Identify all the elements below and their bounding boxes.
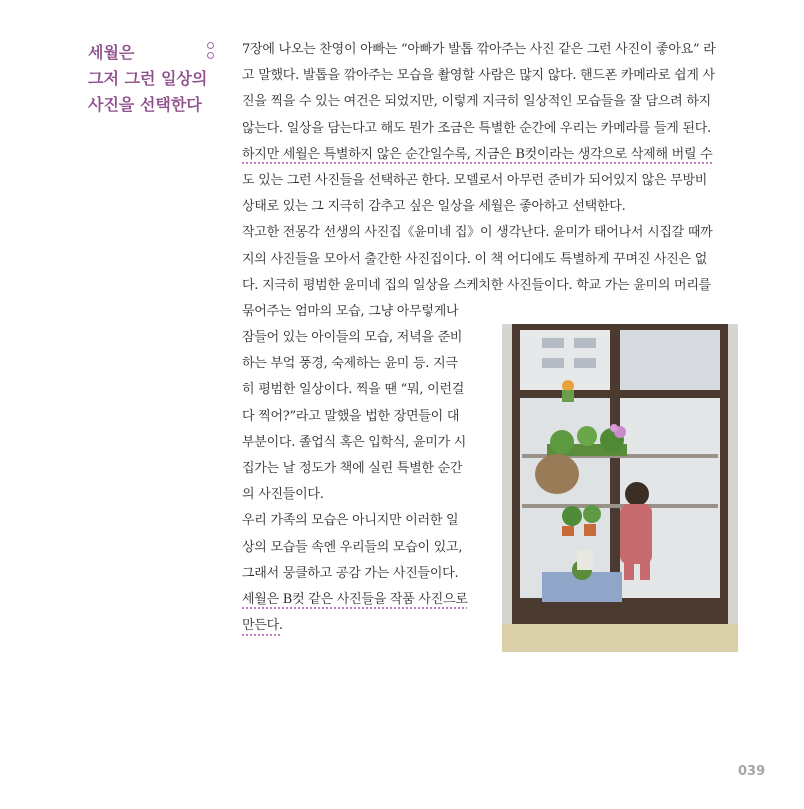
page-number: 039 — [738, 764, 766, 779]
paragraph-line: 도 있는 그런 사진들을 선택하곤 한다. 모델로서 아무런 준비가 되어있지 않은 무방비 — [242, 172, 708, 188]
paragraph-line: 고 말했다. 발톱을 깎아주는 모습을 촬영할 사람은 많지 않다. 핸드폰 카메라로 쉽게 사 — [242, 68, 715, 84]
paragraph-line: 잠들어 있는 아이들의 모습, 저녁을 준비 — [242, 330, 463, 346]
paragraph-line: 우리 가족의 모습은 아니지만 이러한 일 — [242, 513, 459, 529]
paragraph-line: 않는다. 일상을 담는다고 해도 뭔가 조금은 특별한 순간에 우리는 카메라를 들게 된다. — [242, 120, 711, 136]
paragraph-line: 7장에 나오는 찬영이 아빠는 “아빠가 발톱 깎아주는 사진 같은 그런 사진이 좋아요” 라 — [242, 42, 716, 57]
paragraph-line: 진을 찍을 수 있는 여건은 되었지만, 이렇게 지극히 일상적인 모습들을 잘 담으려 하지 — [242, 94, 711, 110]
paragraph-line: 히 평범한 일상이다. 찍을 땐 “뭐, 이런걸 — [242, 382, 465, 398]
paragraph-line: 묶어주는 엄마의 모습, 그냥 아무렇게나 — [242, 303, 459, 319]
heading-line-3: 사진을 선택한다 — [88, 95, 202, 114]
paragraph-line: 상의 모습들 속엔 우리들의 모습이 있고, — [242, 539, 463, 555]
paragraph-line: 부분이다. 졸업식 혹은 입학식, 윤미가 시 — [242, 434, 467, 450]
paragraph-line: 상태로 있는 그 지극히 감추고 싶은 일상을 세월은 좋아하고 선택한다. — [242, 199, 626, 215]
paragraph-line: 의 사진들이다. — [242, 487, 324, 503]
section-heading — [88, 40, 218, 118]
paragraph-line: 작고한 전몽각 선생의 사진집《윤미네 집》이 생각난다. 윤미가 태어나서 시집갈 때까 — [242, 225, 713, 241]
paragraph-line: 지의 사진들을 모아서 출간한 사진집이다. 이 책 어디에도 특별하게 꾸며진 사진은 없 — [242, 251, 708, 267]
paragraph-line-underlined: 하지만 세월은 특별하지 않은 순간일수록, 지금은 B컷이라는 생각으로 삭제해 버릴 수 — [242, 146, 713, 162]
paragraph-line: 다. 지극히 평범한 윤미네 집의 일상을 스케치한 사진들이다. 학교 가는 윤미의 머리를 — [242, 277, 711, 293]
paragraph-line: 집가는 날 정도가 책에 실린 특별한 순간 — [242, 461, 463, 476]
heading-line-1: 세월은 — [88, 43, 135, 62]
paragraph-line: 하는 부엌 풍경, 숙제하는 윤미 등. 지극 — [242, 356, 458, 372]
photo-child-by-window — [502, 324, 738, 652]
paragraph-line-underlined: 세월은 B컷 같은 사진들을 작품 사진으로 — [242, 591, 468, 607]
paragraph-line: 다 찍어?”라고 말했을 법한 장면들이 대 — [242, 408, 460, 424]
paragraph-line: 그래서 뭉클하고 공감 가는 사진들이다. — [242, 565, 459, 581]
decorative-circles-icon — [207, 42, 214, 62]
heading-line-2: 그저 그런 일상의 — [88, 69, 208, 88]
paragraph-line-underlined: 만든다. — [242, 618, 283, 634]
